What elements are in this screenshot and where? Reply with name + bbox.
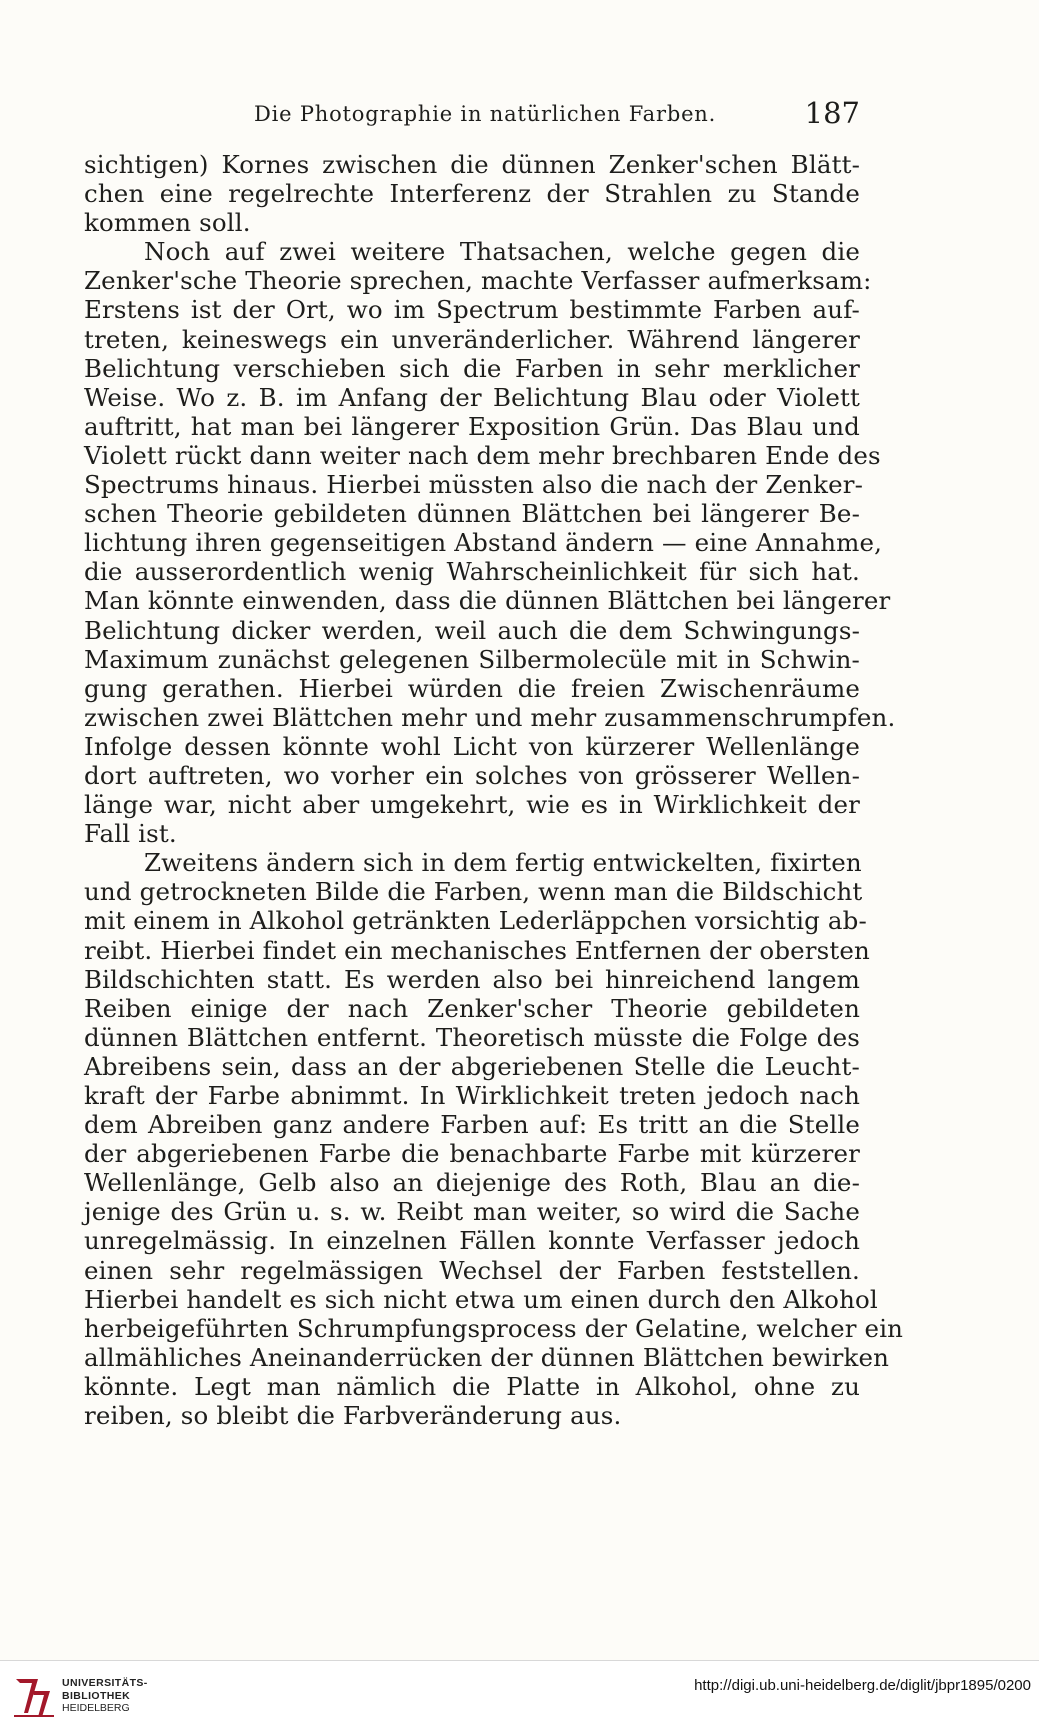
text-line: treten, keineswegs ein unveränderlicher. Während längerer	[84, 324, 860, 354]
source-url-link[interactable]: http://digi.ub.uni-heidelberg.de/diglit/jbpr1895/0200	[694, 1677, 1031, 1694]
text-line: dort auftreten, wo vorher ein solches von grösserer Wellen-	[84, 760, 860, 790]
text-line: Fall ist.	[84, 819, 177, 849]
text-line: Reiben einige der nach Zenker'scher Theorie gebildeten	[84, 993, 860, 1023]
library-name-line: BIBLIOTHEK	[62, 1689, 131, 1702]
text-line: unregelmässig. In einzelnen Fällen konnte Verfasser jedoch	[84, 1226, 860, 1256]
text-line: auftritt, hat man bei längerer Exposition Grün. Das Blau und	[84, 411, 860, 441]
library-name-line: UNIVERSITÄTS-	[62, 1677, 148, 1689]
text-line: Hierbei handelt es sich nicht etwa um einen durch den Alkohol	[84, 1284, 878, 1314]
text-line: sichtigen) Kornes zwischen die dünnen Zenker'schen Blätt-	[84, 150, 860, 179]
text-line: kommen soll.	[84, 208, 251, 238]
text-line: Infolge dessen könnte wohl Licht von kürzerer Wellenlänge	[84, 731, 860, 761]
text-line: Weise. Wo z. B. im Anfang der Belichtung Blau oder Violett	[84, 382, 860, 412]
text-line: könnte. Legt man nämlich die Platte in Alkohol, ohne zu	[84, 1371, 860, 1401]
library-name	[62, 1677, 148, 1715]
text-line: gung gerathen. Hierbei würden die freien Zwischenräume	[84, 673, 860, 703]
library-footer	[0, 1660, 1039, 1735]
text-line: Bildschichten statt. Es werden also bei hinreichend langem	[84, 964, 860, 994]
library-name-line: HEIDELBERG	[62, 1702, 130, 1714]
text-line: dem Abreiben ganz andere Farben auf: Es tritt an die Stelle	[84, 1110, 860, 1140]
text-line: allmähliches Aneinanderrücken der dünnen Blättchen bewirken	[84, 1342, 890, 1372]
text-line: Man könnte einwenden, dass die dünnen Blättchen bei längerer	[84, 586, 891, 616]
library-logo-icon	[12, 1673, 56, 1719]
text-line: der abgeriebenen Farbe die benachbarte Farbe mit kürzerer	[84, 1139, 860, 1169]
text-line: Noch auf zwei weitere Thatsachen, welche gegen die	[144, 237, 860, 267]
text-line: reibt. Hierbei findet ein mechanisches Entfernen der obersten	[84, 935, 870, 965]
text-line: Belichtung dicker werden, weil auch die dem Schwingungs-	[84, 615, 860, 645]
text-line: Wellenlänge, Gelb also an diejenige des Roth, Blau an die-	[84, 1168, 860, 1198]
text-line: schen Theorie gebildeten dünnen Blättchen bei längerer Be-	[84, 499, 860, 529]
text-line: herbeigeführten Schrumpfungsprocess der Gelatine, welcher ein	[84, 1313, 904, 1343]
running-head	[84, 96, 860, 130]
text-line: Zenker'sche Theorie sprechen, machte Verfasser aufmerksam:	[84, 266, 872, 296]
running-title: Die Photographie in natürlichen Farben.	[254, 102, 717, 126]
text-line: Violett rückt dann weiter nach dem mehr brechbaren Ende des	[84, 440, 881, 470]
text-line: dünnen Blättchen entfernt. Theoretisch müsste die Folge des	[84, 1022, 860, 1052]
text-line: Zweitens ändern sich in dem fertig entwickelten, fixirten	[144, 848, 862, 878]
text-line: chen eine regelrechte Interferenz der Strahlen zu Stande	[84, 179, 860, 209]
text-line: Spectrums hinaus. Hierbei müssten also die nach der Zenker-	[84, 470, 864, 500]
text-line: Abreibens sein, dass an der abgeriebenen Stelle die Leucht-	[84, 1051, 860, 1081]
text-line: länge war, nicht aber umgekehrt, wie es in Wirklichkeit der	[84, 790, 860, 820]
text-line: Belichtung verschieben sich die Farben in sehr merklicher	[84, 353, 860, 383]
text-line: und getrockneten Bilde die Farben, wenn man die Bildschicht	[84, 877, 863, 907]
text-line: reiben, so bleibt die Farbveränderung aus.	[84, 1401, 622, 1431]
text-line: die ausserordentlich wenig Wahrscheinlichkeit für sich hat.	[84, 557, 860, 587]
text-line: mit einem in Alkohol getränkten Lederläppchen vorsichtig ab-	[84, 906, 867, 936]
text-line: Erstens ist der Ort, wo im Spectrum bestimmte Farben auf-	[84, 295, 860, 325]
body-text	[84, 150, 904, 1431]
text-line: kraft der Farbe abnimmt. In Wirklichkeit treten jedoch nach	[84, 1081, 860, 1110]
text-line: Maximum zunächst gelegenen Silbermolecüle mit in Schwin-	[84, 644, 860, 674]
text-line: lichtung ihren gegenseitigen Abstand ändern — eine Annahme,	[84, 528, 883, 558]
text-line: jenige des Grün u. s. w. Reibt man weiter, so wird die Sache	[84, 1197, 860, 1227]
text-line: einen sehr regelmässigen Wechsel der Farben feststellen.	[84, 1255, 860, 1285]
text-line: zwischen zwei Blättchen mehr und mehr zusammenschrumpfen.	[84, 702, 896, 732]
page-number: 187	[804, 96, 860, 130]
